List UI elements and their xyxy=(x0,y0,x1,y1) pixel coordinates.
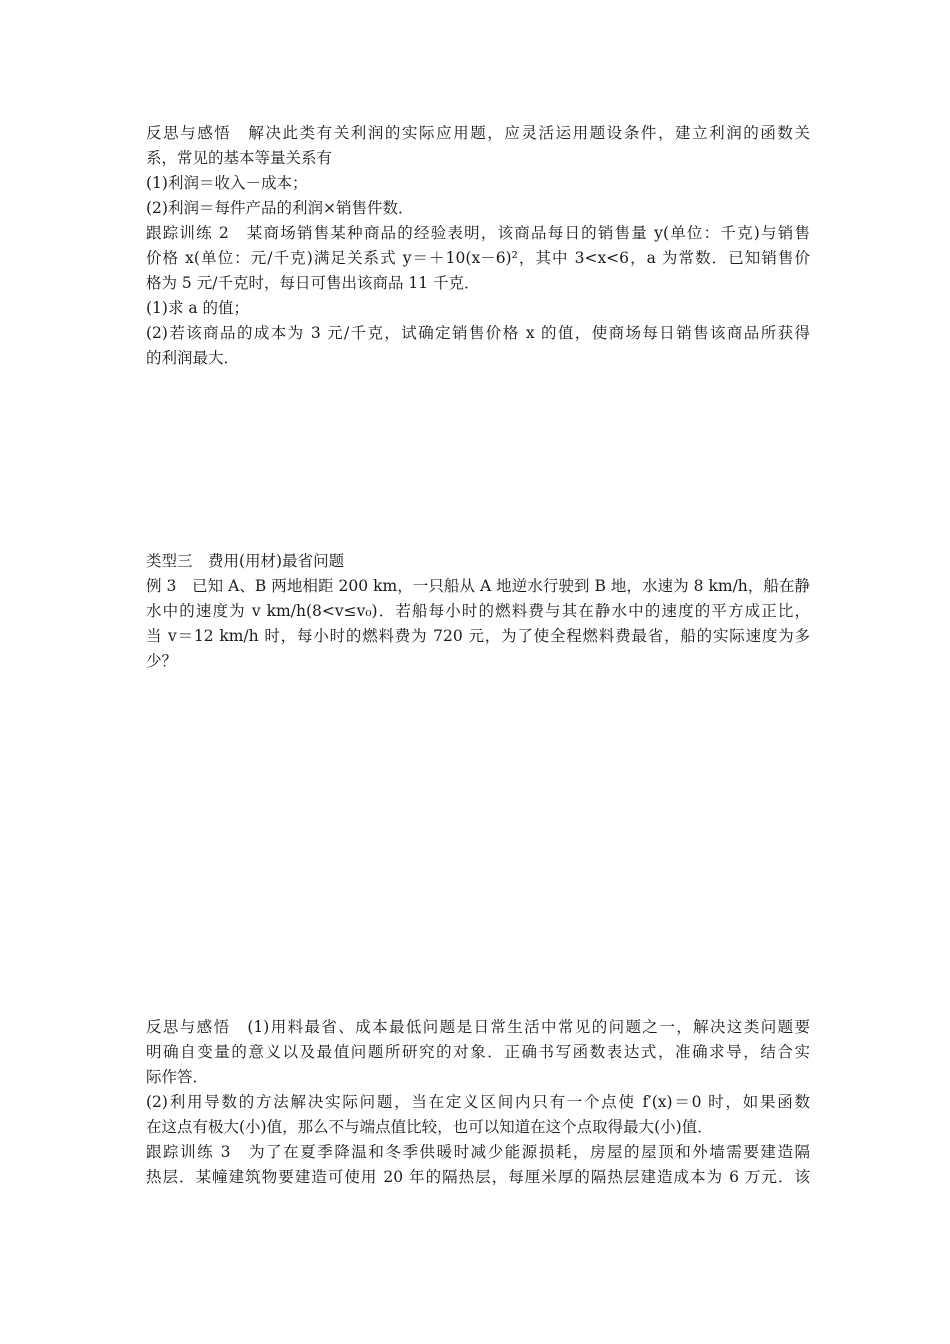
paragraph-line: 在这点有极大(小)值，那么不与端点值比较，也可以知道在这个点取得最大(小)值． xyxy=(146,1118,713,1136)
paragraph-line: 例 3 已知 A、B 两地相距 200 km，一只船从 A 地逆水行驶到 B 地，水速为 8 km/h，船在静 xyxy=(146,577,810,595)
paragraph-line: 格为 5 元/千克时，每日可售出该商品 11 千克． xyxy=(146,274,480,292)
paragraph-line: 少？ xyxy=(146,652,178,670)
section-heading: 类型三 费用(用材)最省问题 xyxy=(146,552,345,570)
type-three-section xyxy=(146,549,810,674)
paragraph-line: (1)求 a 的值； xyxy=(146,299,250,317)
paragraph-line: 热层．某幢建筑物要建造可使用 20 年的隔热层，每厘米厚的隔热层建造成本为 6 万元．该 xyxy=(146,1168,810,1186)
paragraph-line: 反思与感悟 解决此类有关利润的实际应用题，应灵活运用题设条件，建立利润的函数关 xyxy=(146,124,810,142)
paragraph-line: (2)若该商品的成本为 3 元/千克，试确定销售价格 x 的值，使商场每日销售该商品所获得 xyxy=(146,324,810,342)
paragraph-line: 际作答． xyxy=(146,1068,209,1086)
paragraph-line: 的利润最大． xyxy=(146,349,240,367)
reflection-section-2 xyxy=(146,1015,810,1190)
paragraph-line: 水中的速度为 v km/h(8<v≤v₀)．若船每小时的燃料费与其在静水中的速度的平方成正比， xyxy=(146,602,810,620)
paragraph-line: 跟踪训练 2 某商场销售某种商品的经验表明，该商品每日的销售量 y(单位：千克)与销售 xyxy=(146,224,810,242)
paragraph-line: 系，常见的基本等量关系有 xyxy=(146,149,333,167)
paragraph-line: 价格 x(单位：元/千克)满足关系式 y＝＋10(x－6)²，其中 3<x<6，a 为常数．已知销售价 xyxy=(146,249,810,267)
reflection-section-1 xyxy=(146,121,810,371)
paragraph-line: 明确自变量的意义以及最值问题所研究的对象．正确书写函数表达式，准确求导，结合实 xyxy=(146,1043,810,1061)
paragraph-line: 当 v＝12 km/h 时，每小时的燃料费为 720 元，为了使全程燃料费最省，船的实际速度为多 xyxy=(146,627,810,645)
paragraph-line: 反思与感悟 (1)用料最省、成本最低问题是日常生活中常见的问题之一，解决这类问题要 xyxy=(146,1018,810,1036)
paragraph-line: (2)利用导数的方法解决实际问题，当在定义区间内只有一个点使 f′(x)＝0 时，如果函数 xyxy=(146,1093,810,1111)
paragraph-line: (2)利润＝每件产品的利润×销售件数． xyxy=(146,199,414,217)
paragraph-line: 跟踪训练 3 为了在夏季降温和冬季供暖时减少能源损耗，房屋的屋顶和外墙需要建造隔 xyxy=(146,1143,810,1161)
paragraph-line: (1)利润＝收入－成本； xyxy=(146,174,308,192)
